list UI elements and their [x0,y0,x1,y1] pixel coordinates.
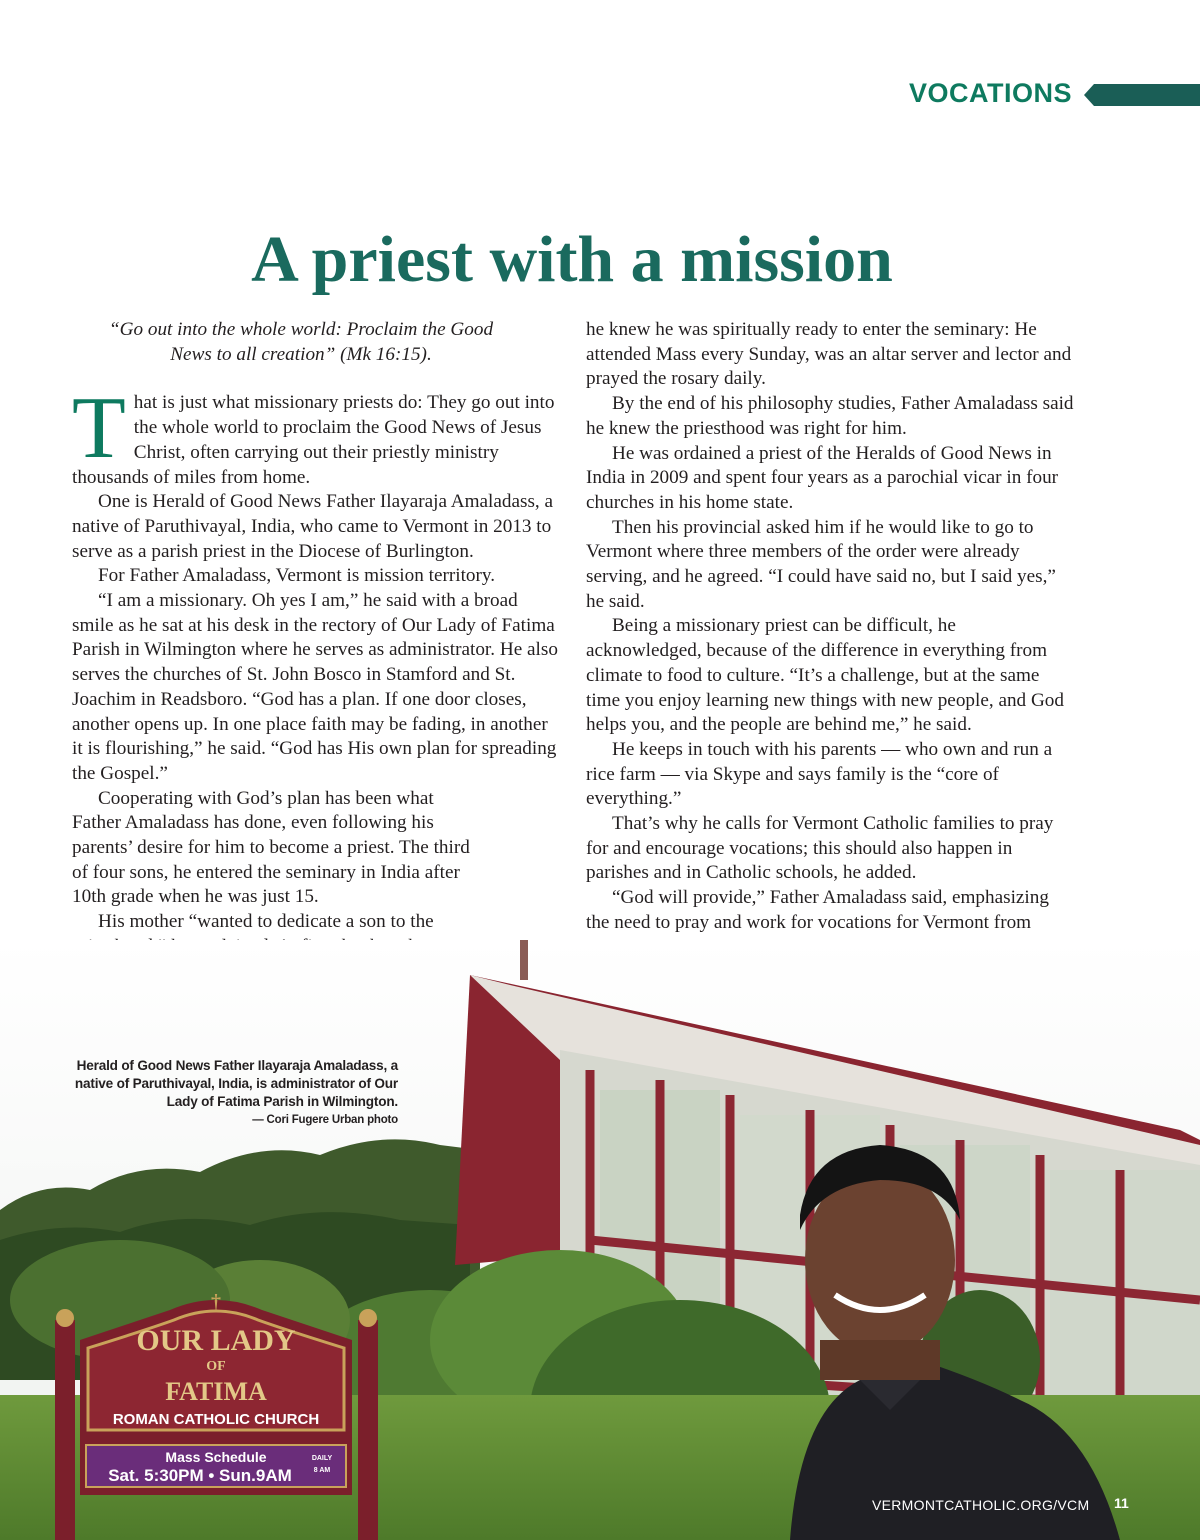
sign-line1: OUR LADY [136,1324,296,1357]
drop-cap: T [72,380,126,478]
sign-line3: FATIMA [165,1377,267,1406]
page-number: 11 [1114,1495,1129,1511]
caption-text: Herald of Good News Father Ilayaraja Amaladass, a native of Paruthivayal, India, is administrator of Our Lady of Fatima Parish in Wilmington. [74,1058,398,1109]
sign-schedule: Sat. 5:30PM • Sun.9AM [108,1466,292,1485]
sign-daily: DAILY [311,1455,333,1462]
paragraph: Cooperating with God’s plan has been what Father Amaladass has done, even following his parents’ desire for him to become a priest. The third of four sons, he entered the seminary in India after 10th grade when he was just 15. [72,787,470,908]
article-right-column [586,318,1076,960]
paragraph: he knew he was spiritually ready to enter the seminary: He attended Mass every Sunday, was an altar server and lector and prayed the rosary daily. [586,319,1072,390]
section-bar [1084,84,1200,106]
svg-text:†: † [211,1291,221,1313]
paragraph: “God will provide,” Father Amaladass said, emphasizing the need to pray and work for vocations for Vermont from [586,887,1049,933]
paragraph [72,380,560,490]
paragraph: “I am a missionary. Oh yes I am,” he said with a broad smile as he sat at his desk in the rectory of Our Lady of Fatima Parish in Wilmington where he serves as administrator. He also serves the churches of St. John Bosco in Stamford and St. Joachim in Readsboro. “God has a plan. If one door closes, another opens up. In one place faith may be fading, in another it is flourishing,” he said. “God has His own plan for spreading the Gospel.” [72,590,558,784]
paragraph: By the end of his philosophy studies, Father Amaladass said he knew the priesthood was right for him. [586,393,1074,439]
paragraph-text: hat is just what missionary priests do: They go out into the whole world to proclaim the Good News of Jesus Christ, often carrying out their priestly ministry thousands of miles from home. [72,392,555,488]
paragraph: That’s why he calls for Vermont Catholic families to pray for and encourage vocations; this should also happen in parishes and in Catholic schools, he added. [586,813,1054,884]
paragraph: For Father Amaladass, Vermont is mission territory. [98,565,496,587]
article-left-column [72,318,560,1009]
church-photo [0,940,1200,1540]
paragraph: One is Herald of Good News Father Ilayaraja Amaladass, a native of Paruthivayal, India, who came to Vermont in 2013 to serve as a parish priest in the Diocese of Burlington. [72,491,554,562]
sign-daily-time: 8 AM [313,1467,331,1474]
paragraph: He was ordained a priest of the Heralds of Good News in India in 2009 and spent four years as a parochial vicar in four churches in his home state. [586,442,1059,513]
paragraph: He keeps in touch with his parents — who own and run a rice farm — via Skype and says family is the “core of everything.” [586,738,1053,810]
caption-credit: — Cori Fugere Urban photo [252,1114,398,1126]
headline: A priest with a mission [251,223,893,296]
photo-caption [60,1057,398,1129]
footer-url: VERMONTCATHOLIC.ORG/VCM [872,1497,1090,1513]
epigraph: “Go out into the whole world: Proclaim the Good News to all creation” (Mk 16:15). [108,319,494,365]
sign-line2: OF [206,1359,226,1374]
sign-schedule-title: Mass Schedule [165,1449,267,1465]
paragraph: His mother “wanted to dedicate a son to the [98,911,434,933]
paragraph: Being a missionary priest can be difficult, he acknowledged, because of the difference in everything from climate to food to culture. “It’s a challenge, but at the same time you enjoy learning new things with new people, and God helps you, and the people are behind me,” he said. [586,615,1064,736]
section-label: VOCATIONS [908,78,1072,108]
paragraph: Then his provincial asked him if he would like to go to Vermont where three members of the order were already serving, and he agreed. “I could have said no, but I said yes,” he said. [586,516,1056,612]
sign-line4: ROMAN CATHOLIC CHURCH [112,1411,320,1428]
